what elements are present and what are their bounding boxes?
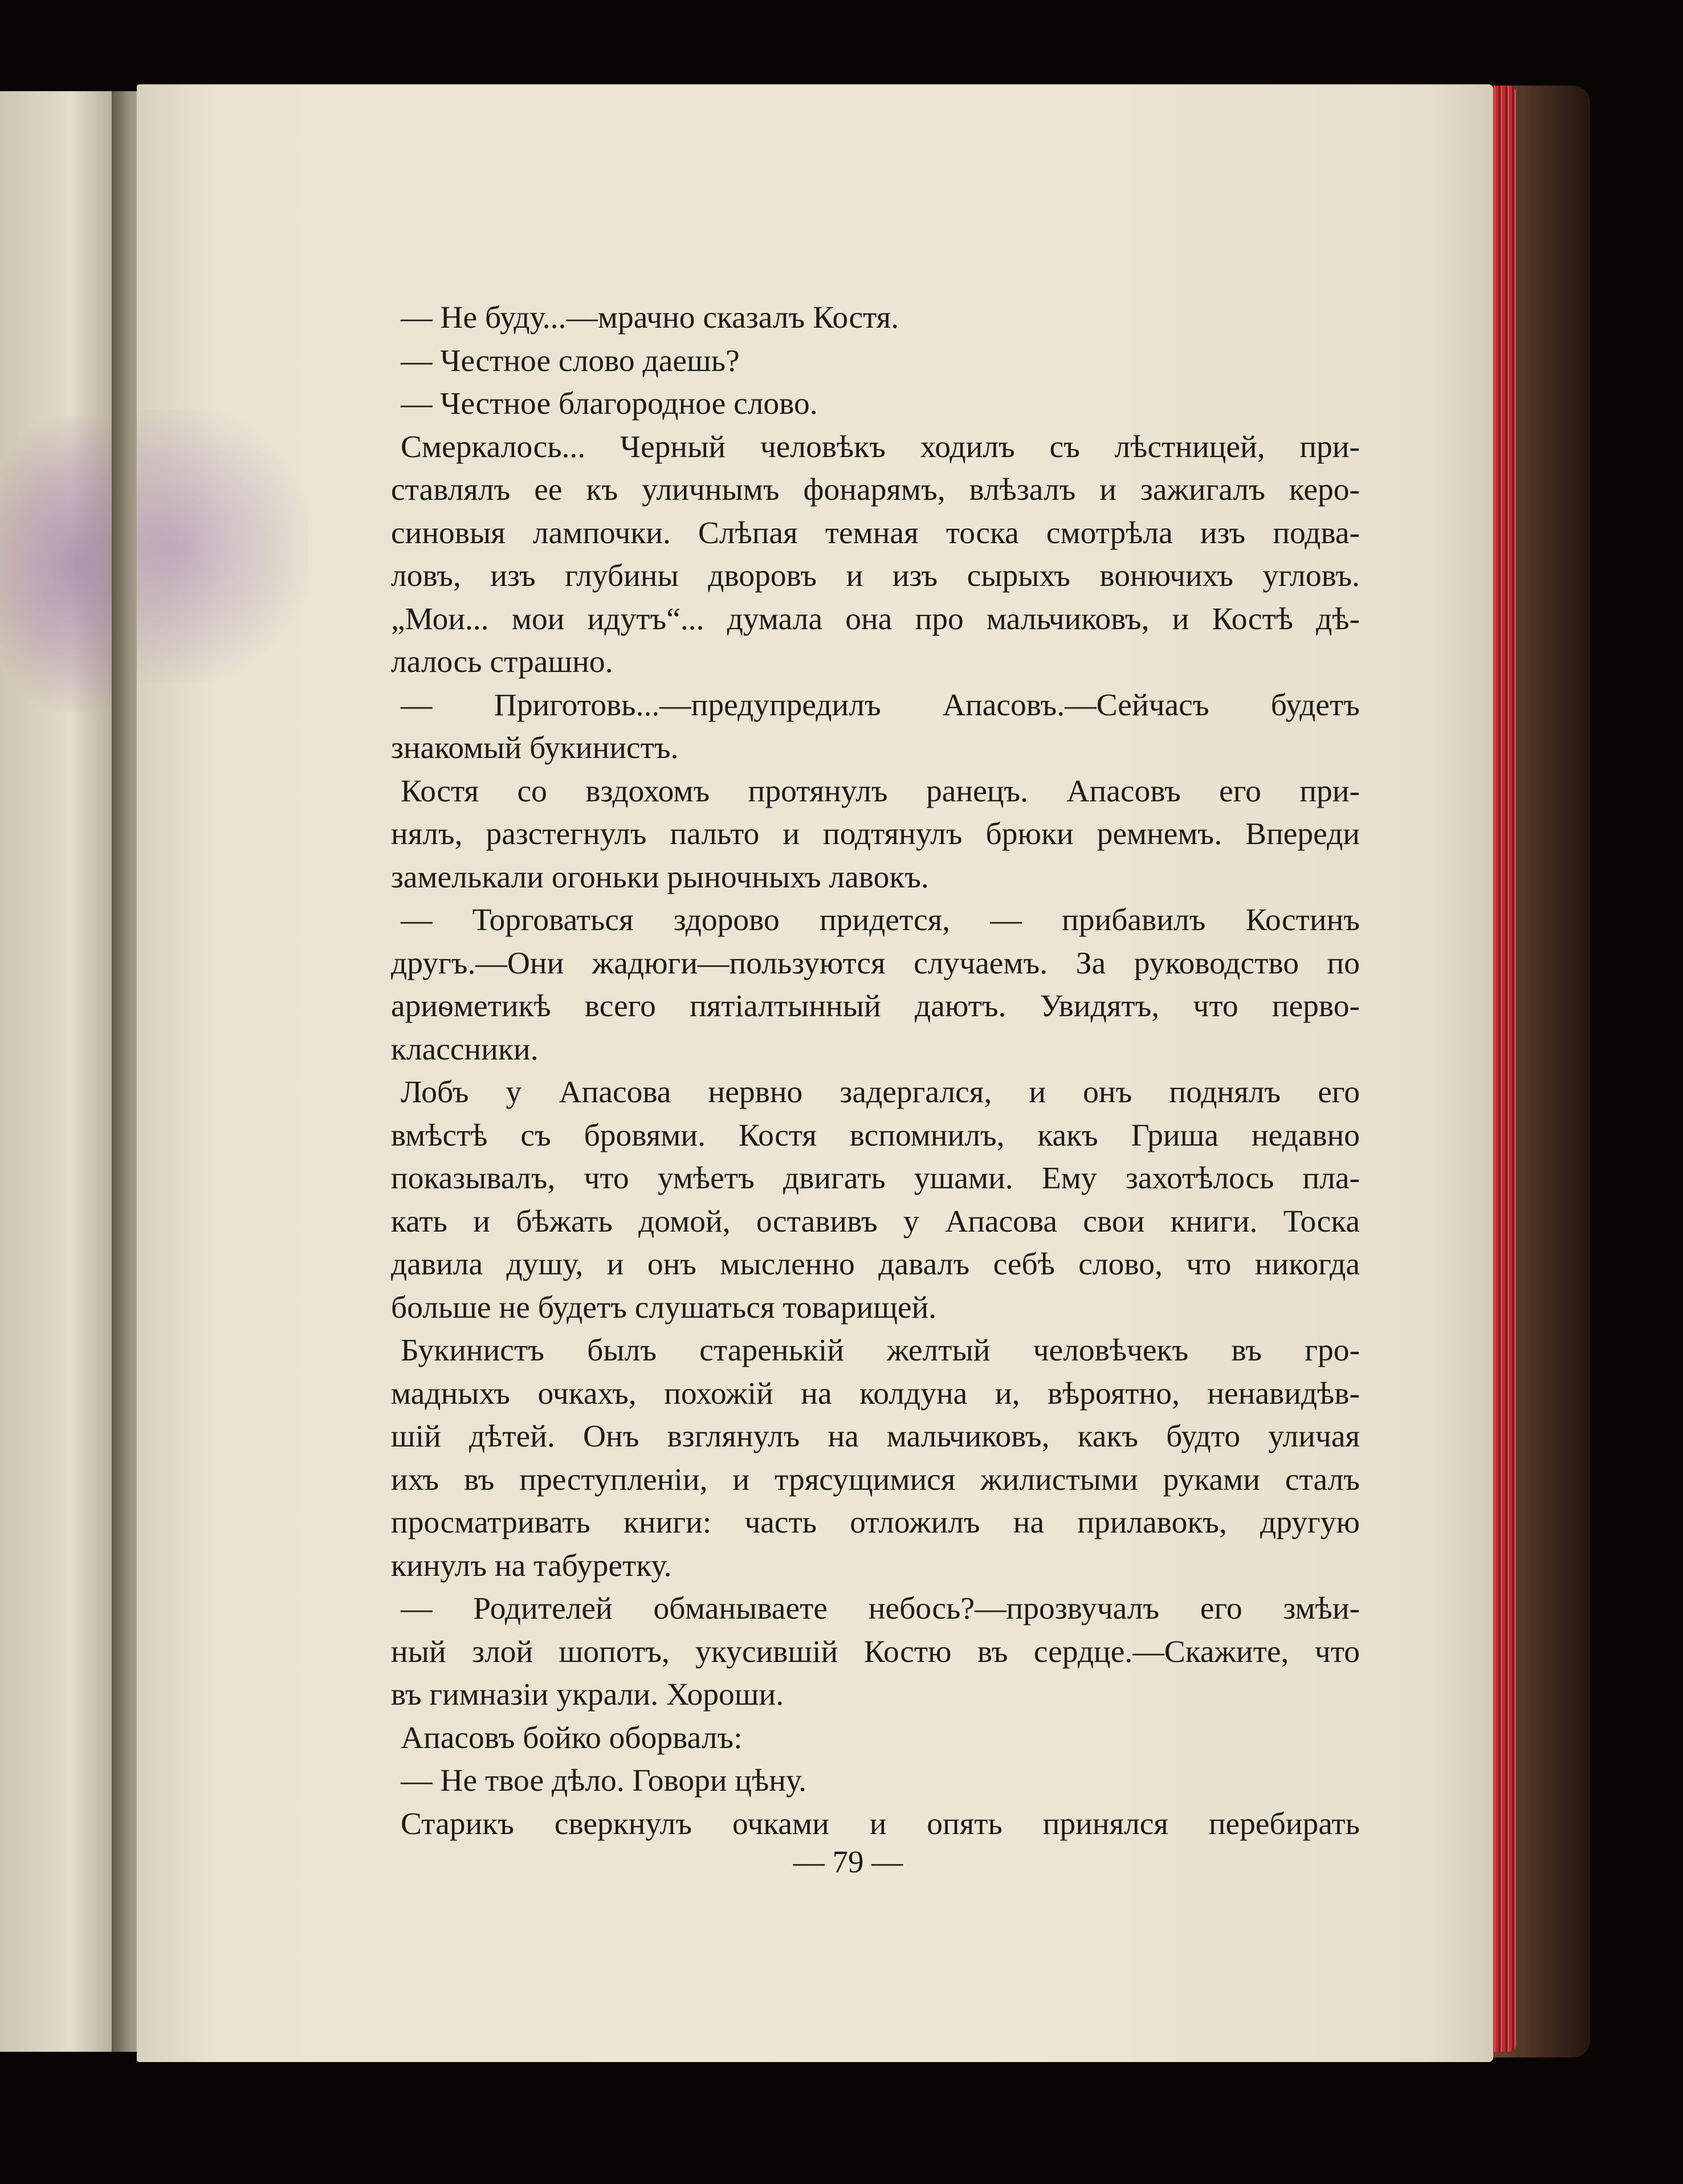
text-line: синовыя лампочки. Слѣпая темная тоска смотрѣла изъ подва- <box>391 515 1360 551</box>
text-line: Старикъ сверкнулъ очками и опять принялся перебирать <box>401 1806 1360 1841</box>
text-line: въ гимназіи украли. Хороши. <box>391 1677 784 1712</box>
text-line: классники. <box>391 1032 539 1067</box>
text-line: — Честное слово даешь? <box>401 343 740 378</box>
ink-stain <box>137 409 308 683</box>
text-line: замелькали огоньки рыночныхъ лавокъ. <box>391 859 929 895</box>
left-page <box>0 91 128 2052</box>
text-line: вмѣстѣ съ бровями. Костя вспомнилъ, какъ Гриша недавно <box>391 1118 1360 1153</box>
text-line: — Родителей обманываете небось?—прозвучалъ его змѣи- <box>401 1591 1360 1626</box>
text-line: — Приготовь...—предупредилъ Апасовъ.—Сейчасъ будетъ <box>401 687 1360 723</box>
text-line: Апасовъ бойко оборвалъ: <box>401 1720 743 1755</box>
text-line: мадныхъ очкахъ, похожій на колдуна и, вѣроятно, ненавидѣв- <box>391 1376 1360 1411</box>
text-line: кинулъ на табуретку. <box>391 1548 672 1583</box>
text-line: больше не будетъ слушаться товарищей. <box>391 1290 937 1325</box>
text-line: кать и бѣжать домой, оставивъ у Апасова свои книги. Тоска <box>391 1204 1360 1239</box>
text-line: — Не буду...—мрачно сказалъ Костя. <box>401 300 899 335</box>
text-line: ставлялъ ее къ уличнымъ фонарямъ, влѣзалъ и зажигалъ керо- <box>391 472 1360 507</box>
text-line: „Мои... мои идутъ“... думала она про мальчиковъ, и Костѣ дѣ- <box>391 601 1360 637</box>
page-number: — 79 — <box>793 1844 903 1879</box>
text-line: Смеркалось... Черный человѣкъ ходилъ съ лѣстницей, при- <box>401 429 1360 464</box>
text-line: ихъ въ преступленіи, и трясущимися жилистыми руками сталъ <box>391 1462 1360 1497</box>
text-line: Лобъ у Апасова нервно задергался, и онъ поднялъ его <box>401 1075 1360 1110</box>
text-line: показывалъ, что умѣетъ двигать ушами. Ему захотѣлось пла- <box>391 1161 1360 1196</box>
text-line: просматривать книги: часть отложилъ на прилавокъ, другую <box>391 1505 1360 1540</box>
text-line: давила душу, и онъ мысленно давалъ себѣ слово, что никогда <box>391 1247 1360 1282</box>
text-line: Букинистъ былъ старенькій желтый человѣчекъ въ гро- <box>401 1333 1360 1368</box>
text-line: Костя со вздохомъ протянулъ ранецъ. Апасовъ его при- <box>401 773 1360 809</box>
text-line: — Честное благородное слово. <box>401 386 818 421</box>
text-line: — Торговаться здорово придется, — прибавилъ Костинъ <box>401 903 1360 938</box>
text-line: ариѳметикѣ всего пятіалтынный даютъ. Увидятъ, что перво- <box>391 989 1360 1024</box>
text-line: знакомый букинистъ. <box>391 731 679 765</box>
text-line: — Не твое дѣло. Говори цѣну. <box>401 1763 807 1798</box>
text-line: нялъ, разстегнулъ пальто и подтянулъ брюки ремнемъ. Впереди <box>391 817 1360 851</box>
page-text <box>391 296 1360 1845</box>
text-line: ловъ, изъ глубины дворовъ и изъ сырыхъ вонючихъ угловъ. <box>391 559 1360 593</box>
text-line: лалось страшно. <box>391 645 613 679</box>
text-line: другъ.—Они жадюги—пользуются случаемъ. За руководство по <box>391 946 1360 981</box>
text-line: шій дѣтей. Онъ взглянулъ на мальчиковъ, какъ будто уличая <box>391 1419 1360 1454</box>
text-line: ный злой шопотъ, укусившій Костю въ сердце.—Скажите, что <box>391 1634 1360 1669</box>
